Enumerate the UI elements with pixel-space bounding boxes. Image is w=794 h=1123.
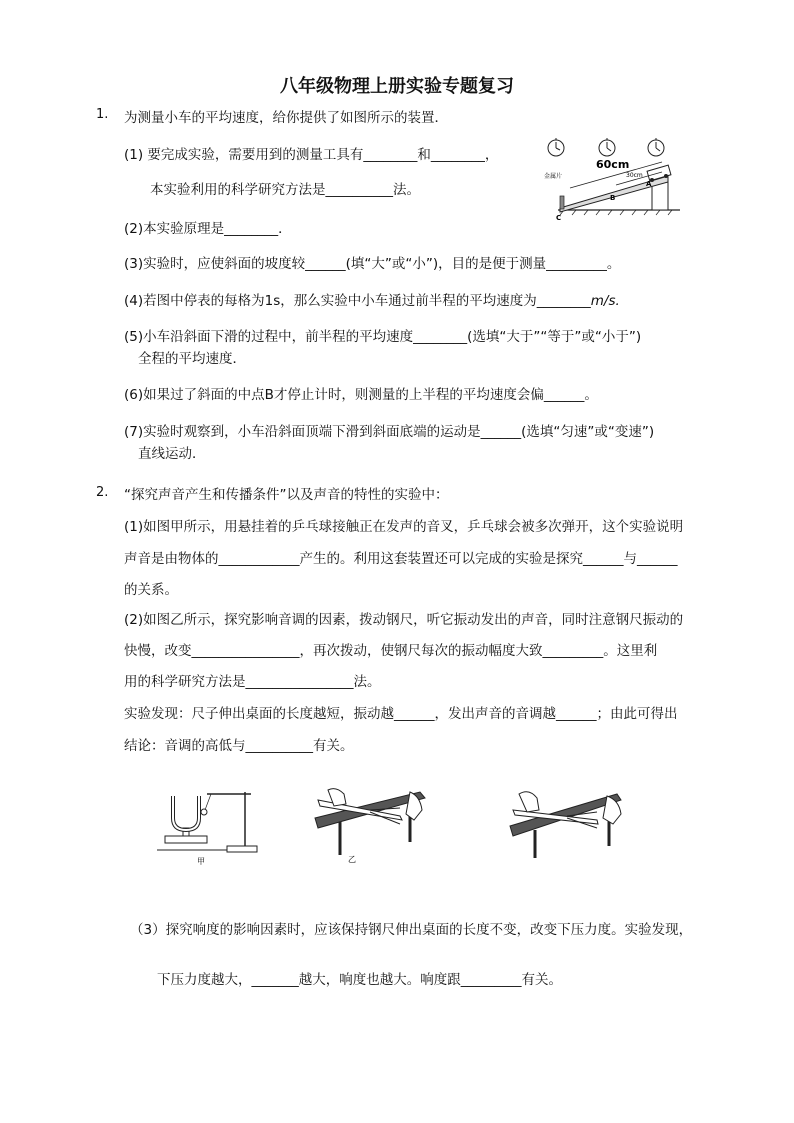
tuning-fork-figure [155,778,265,868]
ground-hatch [560,210,672,215]
q2-line1: (1)如图甲所示，用悬挂着的乒乓球接触正在发声的音叉，乒乓球会被多次弹开，这个实验说明 [124,519,684,535]
point-c-label: C [556,214,562,222]
q2-line9: （3）探究响度的影响因素时，应该保持钢尺伸出桌面的长度不变，改变下压力度。实验发现， [130,922,693,938]
stopwatch-icon [599,138,615,156]
stopwatch-icon [648,138,664,156]
question-1-number: 1. [96,107,109,122]
question-2-number: 2. [96,485,109,500]
q2-line8: 结论：音调的高低与__________有关。 [124,738,354,754]
incline-experiment-figure [540,132,690,222]
distance-half-label: 30cm [626,172,643,179]
q1-part4-text: (4)若图中停表的每格为1s，那么实验中小车通过前半程的平均速度为________ [124,293,591,309]
q1-part7-line2: 直线运动． [138,446,206,462]
q1-part4-unit: m/s. [590,293,620,309]
point-b-label: B [610,194,616,202]
ruler-figure-2 [505,782,630,862]
q1-part5-line1: (5)小车沿斜面下滑的过程中，前半程的平均速度________(选填“大于”“等于”或“小于”) [124,329,642,345]
figure-jia-label: 甲 [197,857,205,866]
q2-line10: 下压力度越大，_______越大，响度也越大。响度跟_________有关。 [157,972,562,988]
q2-line4: (2)如图乙所示，探究影响音调的因素，拨动钢尺，听它振动发出的声音，同时注意钢尺振动的 [124,612,684,628]
figure-yi-label: 乙 [348,855,356,864]
stand-base [227,846,257,852]
q2-line5: 快慢，改变________________，再次拨动，使钢尺每次的振动幅度大致_________。这里利 [124,643,658,659]
cart-wheel [664,174,668,178]
distance-total-label: 60cm [596,158,630,171]
q1-part4 [124,289,620,309]
hand-holding-icon [519,792,539,812]
question-1-stem: 为测量小车的平均速度，给你提供了如图所示的装置． [124,110,448,126]
q1-part5-line2: 全程的平均速度． [138,351,246,367]
metal-plate-label: 金属片 [544,173,563,180]
question-2-stem: “探究声音产生和传播条件”以及声音的特性的实验中： [124,487,449,503]
q1-part1-line2: 本实验利用的科学研究方法是__________法。 [150,182,420,198]
q2-line6: 用的科学研究方法是________________法。 [124,674,381,690]
fork-base [165,836,207,843]
page-title: 八年级物理上册实验专题复习 [280,76,514,97]
q1-part3: (3)实验时，应使斜面的坡度较______(填“大”或“小”)，目的是便于测量_________。 [124,256,621,272]
q2-line3: 的关系。 [124,582,178,598]
ruler-figure-yi [310,780,435,865]
stopwatch-icon [548,138,564,156]
q1-part7-line1: (7)实验时观察到，小车沿斜面顶端下滑到斜面底端的运动是______(选填“匀速”或“变速”) [124,424,655,440]
string [205,794,211,810]
q1-part2: (2)本实验原理是________． [124,221,292,237]
metal-plate [560,196,564,209]
ping-pong-ball [201,809,207,815]
q2-line2: 声音是由物体的____________产生的。利用这套装置还可以完成的实验是探究______与______ [124,551,678,567]
q2-line7: 实验发现：尺子伸出桌面的长度越短，振动越______，发出声音的音调越______；由此可得出 [124,706,678,722]
q1-part1-line1: (1) 要完成实验，需要用到的测量工具有________和________， [124,147,499,163]
q1-part6: (6)如果过了斜面的中点B才停止计时，则测量的上半程的平均速度会偏______。 [124,387,598,403]
tuning-fork [173,796,199,830]
point-a-label: A [646,180,652,188]
